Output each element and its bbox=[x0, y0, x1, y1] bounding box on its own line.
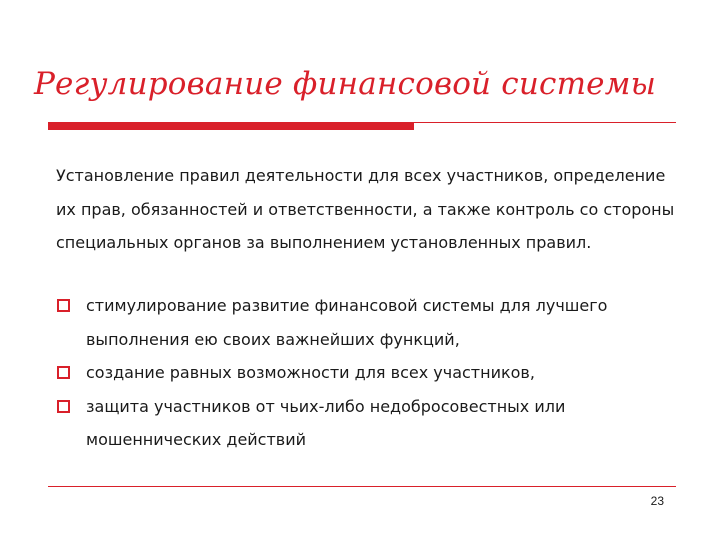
title-underline-thick bbox=[48, 122, 414, 130]
bullet-item bbox=[56, 390, 676, 457]
hollow-square-bullet-icon bbox=[57, 366, 70, 379]
bullet-item bbox=[56, 289, 676, 356]
bullet-text: стимулирование развитие финансовой системы для лучшего выполнения ею своих важнейших функций, bbox=[86, 296, 608, 349]
page-number: 23 bbox=[650, 494, 664, 508]
hollow-square-bullet-icon bbox=[57, 299, 70, 312]
footer-divider bbox=[48, 486, 676, 487]
bullet-item bbox=[56, 356, 676, 390]
bullet-text: защита участников от чьих-либо недобросовестных или мошеннических действий bbox=[86, 396, 566, 449]
intro-paragraph: Установление правил деятельности для всех участников, определение их прав, обязанностей и ответственности, а также контроль со стороны специальных органов за выполнением установленных правил. bbox=[56, 166, 675, 252]
bullet-list bbox=[56, 289, 676, 457]
hollow-square-bullet-icon bbox=[57, 400, 70, 413]
bullet-text: создание равных возможности для всех участников, bbox=[86, 363, 535, 382]
title-underline-thin bbox=[414, 122, 676, 123]
slide-title: Регулирование финансовой системы bbox=[34, 66, 657, 102]
